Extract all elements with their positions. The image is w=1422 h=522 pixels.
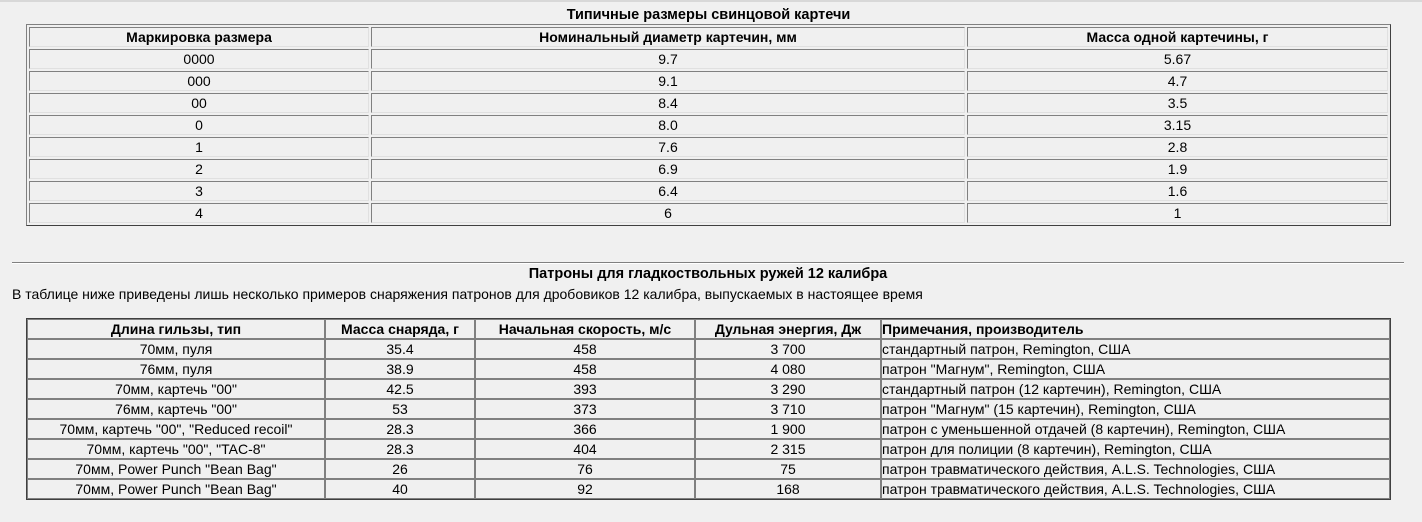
- cell-nominal-diameter: 8.0: [371, 115, 965, 135]
- header-projectile-mass: Масса снаряда, г: [325, 319, 475, 339]
- header-size-marking: Маркировка размера: [29, 27, 369, 47]
- cell-size-marking: 000: [29, 71, 369, 91]
- cell-pellet-mass: 3.5: [967, 93, 1388, 113]
- cell-projectile-mass: 35.4: [325, 339, 475, 359]
- cell-pellet-mass: 1: [967, 203, 1388, 223]
- table-row: [27, 479, 1390, 499]
- cell-notes-manufacturer: патрон травматического действия, A.L.S. Technologies, США: [881, 479, 1390, 499]
- cell-size-marking: 3: [29, 181, 369, 201]
- cell-case-length-type: 70мм, картечь "00": [27, 379, 325, 399]
- top-rule: [0, 0, 1422, 2]
- cell-muzzle-velocity: 366: [475, 419, 695, 439]
- header-row: [27, 319, 1390, 339]
- table-row: [27, 399, 1390, 419]
- cell-muzzle-energy: 4 080: [695, 359, 881, 379]
- cell-projectile-mass: 38.9: [325, 359, 475, 379]
- cell-pellet-mass: 4.7: [967, 71, 1388, 91]
- cell-muzzle-velocity: 458: [475, 359, 695, 379]
- cell-muzzle-energy: 3 290: [695, 379, 881, 399]
- cell-muzzle-energy: 75: [695, 459, 881, 479]
- cell-notes-manufacturer: патрон травматического действия, A.L.S. Technologies, США: [881, 459, 1390, 479]
- table-row: [29, 71, 1388, 91]
- table-row: [29, 93, 1388, 113]
- cell-pellet-mass: 3.15: [967, 115, 1388, 135]
- table-row: [29, 181, 1388, 201]
- table-row: [29, 203, 1388, 223]
- cartridges-table: [26, 318, 1391, 500]
- cell-notes-manufacturer: патрон "Магнум", Remington, США: [881, 359, 1390, 379]
- buckshot-sizes-table: [26, 24, 1391, 226]
- cell-case-length-type: 70мм, картечь "00", "Reduced recoil": [27, 419, 325, 439]
- cell-pellet-mass: 1.6: [967, 181, 1388, 201]
- cell-nominal-diameter: 8.4: [371, 93, 965, 113]
- cell-projectile-mass: 53: [325, 399, 475, 419]
- table-row: [29, 115, 1388, 135]
- header-case-length-type: Длина гильзы, тип: [27, 319, 325, 339]
- cell-notes-manufacturer: стандартный патрон (12 картечин), Remington, США: [881, 379, 1390, 399]
- cell-notes-manufacturer: патрон для полиции (8 картечин), Remington, США: [881, 439, 1390, 459]
- cell-muzzle-energy: 1 900: [695, 419, 881, 439]
- cartridges-intro-text: В таблице ниже приведены лишь несколько примеров снаряжения патронов для дробовиков 12 калибра, выпускаемых в настоящее время: [12, 286, 923, 302]
- cell-case-length-type: 70мм, Power Punch "Bean Bag": [27, 459, 325, 479]
- cell-muzzle-velocity: 373: [475, 399, 695, 419]
- header-muzzle-velocity: Начальная скорость, м/с: [475, 319, 695, 339]
- table-row: [29, 49, 1388, 69]
- cell-size-marking: 1: [29, 137, 369, 157]
- cell-notes-manufacturer: стандартный патрон, Remington, США: [881, 339, 1390, 359]
- cell-nominal-diameter: 6: [371, 203, 965, 223]
- cell-muzzle-energy: 2 315: [695, 439, 881, 459]
- table-row: [27, 339, 1390, 359]
- cell-size-marking: 0: [29, 115, 369, 135]
- cell-muzzle-velocity: 404: [475, 439, 695, 459]
- cell-notes-manufacturer: патрон "Магнум" (15 картечин), Remington, США: [881, 399, 1390, 419]
- cell-nominal-diameter: 7.6: [371, 137, 965, 157]
- table-row: [27, 439, 1390, 459]
- cell-case-length-type: 70мм, пуля: [27, 339, 325, 359]
- table-row: [29, 159, 1388, 179]
- header-muzzle-energy: Дульная энергия, Дж: [695, 319, 881, 339]
- cell-notes-manufacturer: патрон с уменьшенной отдачей (8 картечин), Remington, США: [881, 419, 1390, 439]
- cell-projectile-mass: 40: [325, 479, 475, 499]
- cell-pellet-mass: 5.67: [967, 49, 1388, 69]
- cartridges-table-title: Патроны для гладкоствольных ружей 12 калибра: [528, 266, 888, 282]
- cell-size-marking: 4: [29, 203, 369, 223]
- table-row: [29, 137, 1388, 157]
- section-divider: [12, 262, 1404, 264]
- cell-size-marking: 0000: [29, 49, 369, 69]
- table-row: [27, 359, 1390, 379]
- cell-muzzle-velocity: 458: [475, 339, 695, 359]
- cell-projectile-mass: 26: [325, 459, 475, 479]
- buckshot-table-title: Типичные размеры свинцовой картечи: [566, 7, 851, 23]
- cell-case-length-type: 76мм, картечь "00": [27, 399, 325, 419]
- cell-muzzle-energy: 168: [695, 479, 881, 499]
- header-notes-manufacturer: Примечания, производитель: [881, 319, 1390, 339]
- table-row: [27, 459, 1390, 479]
- cell-muzzle-velocity: 92: [475, 479, 695, 499]
- cell-case-length-type: 76мм, пуля: [27, 359, 325, 379]
- cell-muzzle-energy: 3 700: [695, 339, 881, 359]
- cell-nominal-diameter: 9.1: [371, 71, 965, 91]
- cell-size-marking: 00: [29, 93, 369, 113]
- cell-nominal-diameter: 6.9: [371, 159, 965, 179]
- table-row: [27, 379, 1390, 399]
- cell-nominal-diameter: 9.7: [371, 49, 965, 69]
- table-row: [27, 419, 1390, 439]
- buckshot-sizes-section: [26, 6, 1391, 226]
- cell-projectile-mass: 28.3: [325, 419, 475, 439]
- header-pellet-mass: Масса одной картечины, г: [967, 27, 1388, 47]
- cell-size-marking: 2: [29, 159, 369, 179]
- cell-muzzle-energy: 3 710: [695, 399, 881, 419]
- cell-nominal-diameter: 6.4: [371, 181, 965, 201]
- cell-pellet-mass: 2.8: [967, 137, 1388, 157]
- cell-pellet-mass: 1.9: [967, 159, 1388, 179]
- cell-case-length-type: 70мм, картечь "00", "TAC-8": [27, 439, 325, 459]
- cell-projectile-mass: 42.5: [325, 379, 475, 399]
- cell-case-length-type: 70мм, Power Punch "Bean Bag": [27, 479, 325, 499]
- header-row: [29, 27, 1388, 47]
- header-nominal-diameter: Номинальный диаметр картечин, мм: [371, 27, 965, 47]
- cell-projectile-mass: 28.3: [325, 439, 475, 459]
- cell-muzzle-velocity: 393: [475, 379, 695, 399]
- cell-muzzle-velocity: 76: [475, 459, 695, 479]
